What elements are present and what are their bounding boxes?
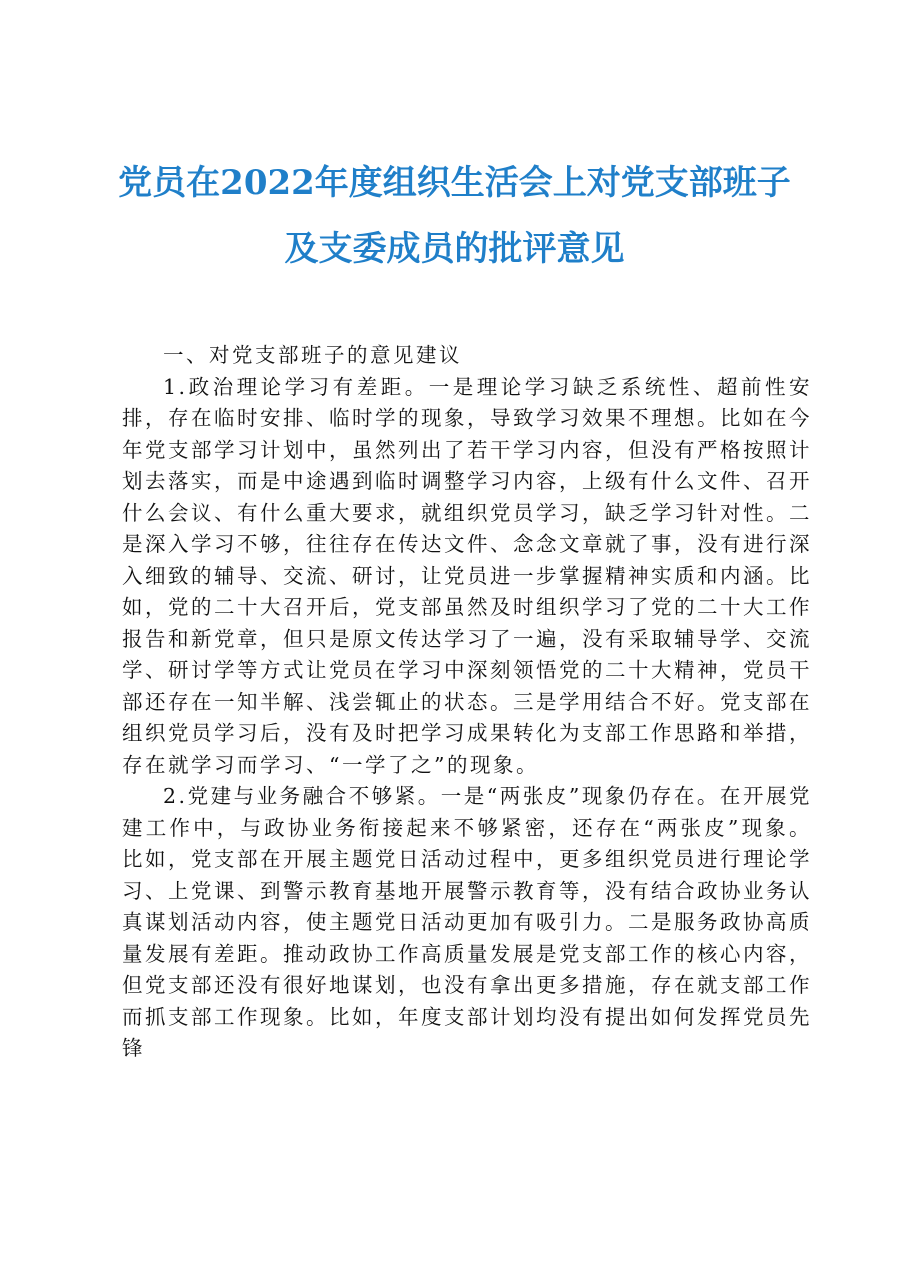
title-line-2: 及支委成员的批评意见	[284, 229, 625, 269]
section-heading: 一、对党支部班子的意见建议	[163, 343, 462, 367]
title-line-1: 党员在2022年度组织生活会上对党支部班子	[118, 163, 791, 203]
paragraph-2: 2.党建与业务融合不够紧。一是“两张皮”现象仍存在。在开展党建工作中，与政协业务衔接起来不够紧密，还存在“两张皮”现象。比如，党支部在开展主题党日活动过程中，更多组织党员进行理论学习、上党课、到警示教育基地开展警示教育等，没有结合政协业务认真谋划活动内容，使主题党日活动更加有吸引力。二是服务政协高质量发展有差距。推动政协工作高质量发展是党支部工作的核心内容，但党支部还没有很好地谋划，也没有拿出更多措施，存在就支部工作而抓支部工作现象。比如，年度支部计划均没有提出如何发挥党员先锋	[122, 784, 812, 1060]
paragraph-1: 1.政治理论学习有差距。一是理论学习缺乏系统性、超前性安排，存在临时安排、临时学的现象，导致学习效果不理想。比如在今年党支部学习计划中，虽然列出了若干学习内容，但没有严格按照计划去落实，而是中途遇到临时调整学习内容，上级有什么文件、召开什么会议、有什么重大要求，就组织党员学习，缺乏学习针对性。二是深入学习不够，往往存在传达文件、念念文章就了事，没有进行深入细致的辅导、交流、研讨，让党员进一步掌握精神实质和内涵。比如，党的二十大召开后，党支部虽然及时组织学习了党的二十大工作报告和新党章，但只是原文传达学习了一遍，没有采取辅导学、交流学、研讨学等方式让党员在学习中深刻领悟党的二十大精神，党员干部还存在一知半解、浅尝辄止的状态。三是学用结合不好。党支部在组织党员学习后，没有及时把学习成果转化为支部工作思路和举措，存在就学习而学习、“一学了之”的现象。	[122, 374, 812, 777]
document-title	[0, 150, 909, 282]
document-body	[122, 340, 812, 1065]
